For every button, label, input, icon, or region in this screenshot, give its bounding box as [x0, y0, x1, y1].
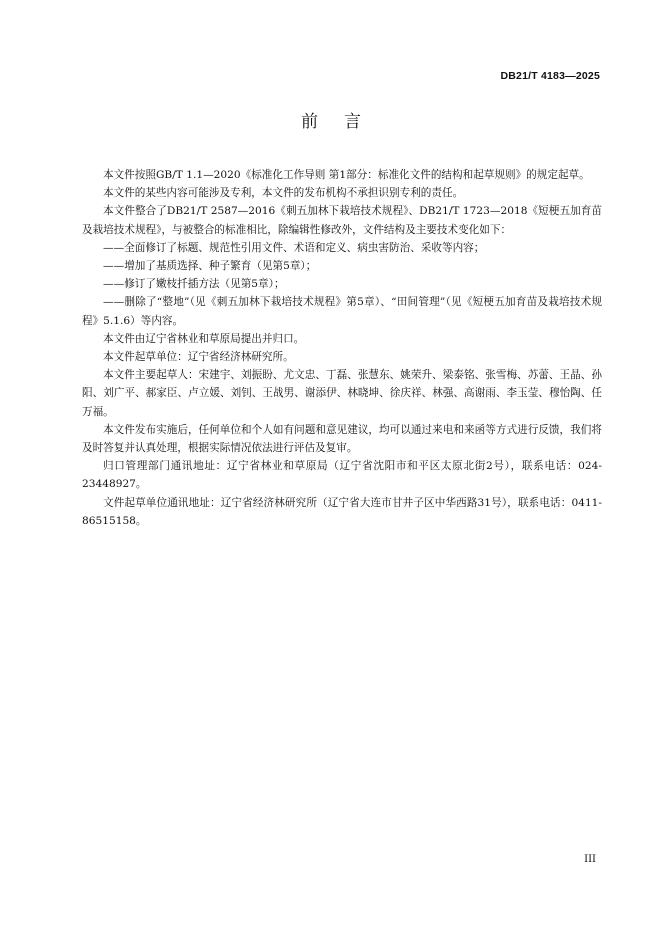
paragraph-patent-notice: 本文件的某些内容可能涉及专利，本文件的发布机构不承担识别专利的责任。 [103, 187, 464, 200]
paragraph-drafting-rules: 本文件按照GB/T 1.1—2020《标准化工作导则 第1部分：标准化文件的结构和起草规则》的规定起草。 [103, 169, 590, 181]
paragraph-drafting-unit-address: 文件起草单位通讯地址：辽宁省经济林研究所（辽宁省大连市甘井子区中华西路31号），联系电话：0411-86515158。 [82, 496, 602, 527]
paragraph-drafting-unit: 本文件起草单位：辽宁省经济林研究所。 [103, 351, 294, 364]
page-title: 前言 [301, 112, 387, 132]
list-item-addition: ——增加了基质选择、种子繁育（见第5章）； [103, 260, 317, 273]
paragraph-drafters: 本文件主要起草人：宋建宇、刘振盼、尤文忠、丁磊、张慧东、姚荣升、梁泰铭、张雪梅、苏蕾、王晶、孙阳、刘广平、郝家臣、卢立媛、刘钊、王战男、谢添伊、林晓坤、徐庆祥、林强、高谢雨、李玉莹、穆怡陶、任万福。 [82, 369, 602, 418]
page-number: III [584, 854, 596, 865]
list-item-deletion: ——删除了“整地”（见《刺五加林下栽培技术规程》第5章）、“田间管理”（见《短梗五加育苗及栽培技术规程》5.1.6）等内容。 [82, 296, 602, 327]
paragraph-proposer: 本文件由辽宁省林业和草原局提出并归口。 [103, 332, 305, 345]
paragraph-feedback: 本文件发布实施后，任何单位和个人如有问题和意见建议，均可以通过来电和来函等方式进行反馈，我们将及时答复并认真处理，根据实际情况依法进行评估及复审。 [82, 423, 602, 455]
paragraph-integration: 本文件整合了DB21/T 2587—2016《刺五加林下栽培技术规程》、DB21/T 1723—2018《短梗五加育苗及栽培技术规程》，与被整合的标准相比，除编辑性修改外，文件结构及主要技术变化如下： [82, 205, 602, 236]
paragraph-management-address: 归口管理部门通讯地址：辽宁省林业和草原局（辽宁省沈阳市和平区太原北街2号），联系电话：024-23448927。 [82, 460, 602, 491]
list-item-revision: ——全面修订了标题、规范性引用文件、术语和定义、病虫害防治、采收等内容； [103, 241, 485, 254]
list-item-cutting-method: ——修订了嫩枝扦插方法（见第5章）； [103, 278, 285, 291]
document-code: DB21/T 4183—2025 [500, 70, 600, 82]
foreword-body [82, 166, 602, 530]
